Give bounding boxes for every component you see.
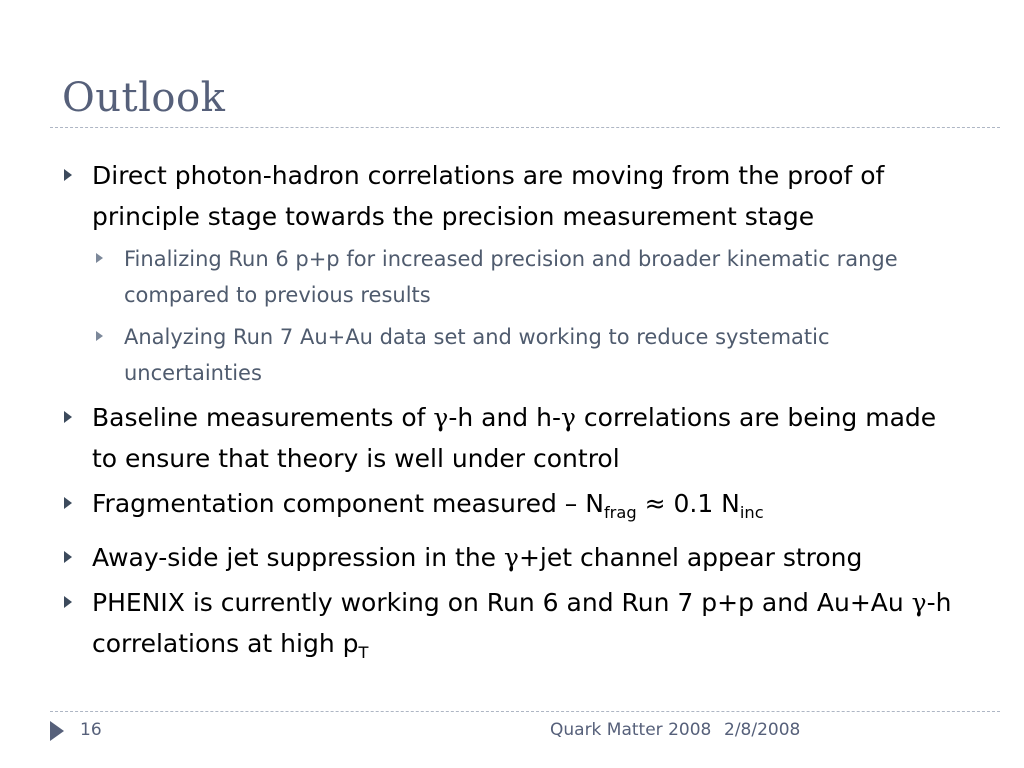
bullet-list bbox=[62, 155, 962, 677]
gamma-symbol: γ bbox=[561, 403, 576, 432]
bullet-text bbox=[92, 537, 962, 578]
bullet-text-part: -h and h- bbox=[448, 403, 561, 432]
subscript: frag bbox=[603, 503, 637, 522]
bullet-text: Direct photon-hadron correlations are moving from the proof of principle stage towards the precision measurement stage bbox=[92, 161, 885, 231]
bullet-text-part: Away-side jet suppression in the bbox=[92, 543, 504, 572]
bullet-arrow-icon bbox=[64, 551, 72, 563]
bullet-text bbox=[92, 397, 962, 479]
gamma-symbol: γ bbox=[911, 588, 927, 617]
sub-bullet-text: Analyzing Run 7 Au+Au data set and working to reduce systematic uncertainties bbox=[124, 325, 830, 385]
bullet-item bbox=[62, 582, 962, 673]
bullet-text-part: +jet channel appear strong bbox=[518, 543, 863, 572]
bullet-text-part: Fragmentation component measured – N bbox=[92, 489, 604, 518]
bullet-item bbox=[62, 155, 962, 237]
bullet-text-part: -h correlations at high p bbox=[92, 588, 952, 658]
subscript: T bbox=[358, 643, 369, 662]
page-number: 16 bbox=[80, 720, 102, 740]
bullet-arrow-icon bbox=[64, 169, 72, 181]
sub-bullet-item bbox=[94, 319, 962, 391]
footer-date: 2/8/2008 bbox=[724, 720, 801, 740]
bullet-text-part: correlations are being made to ensure that theory is well under control bbox=[92, 403, 937, 473]
bullet-item bbox=[62, 537, 962, 578]
bullet-arrow-icon bbox=[64, 411, 72, 423]
subscript: inc bbox=[739, 503, 764, 522]
bullet-item bbox=[62, 397, 962, 479]
bullet-item bbox=[62, 483, 962, 533]
bullet-text-part: PHENIX is currently working on Run 6 and Run 7 p+p and Au+Au bbox=[92, 588, 912, 617]
title-divider bbox=[50, 127, 1000, 128]
bullet-text bbox=[92, 483, 962, 533]
bullet-arrow-icon bbox=[64, 497, 72, 509]
slide-title: Outlook bbox=[62, 75, 226, 121]
sub-bullet-text: Finalizing Run 6 p+p for increased precision and broader kinematic range compared to previous results bbox=[124, 247, 898, 307]
footer-event: Quark Matter 2008 bbox=[550, 720, 712, 740]
gamma-symbol: γ bbox=[504, 543, 519, 572]
bullet-text bbox=[92, 582, 962, 673]
bullet-text-part: Baseline measurements of bbox=[92, 403, 434, 432]
bullet-text-part: ≈ 0.1 N bbox=[636, 489, 740, 518]
bullet-arrow-icon bbox=[64, 596, 72, 608]
sub-bullet-arrow-icon bbox=[96, 331, 103, 341]
footer-arrow-icon bbox=[50, 721, 64, 741]
sub-bullet-arrow-icon bbox=[96, 253, 103, 263]
gamma-symbol: γ bbox=[433, 403, 449, 432]
sub-bullet-item bbox=[94, 241, 962, 313]
footer-divider bbox=[50, 711, 1000, 712]
